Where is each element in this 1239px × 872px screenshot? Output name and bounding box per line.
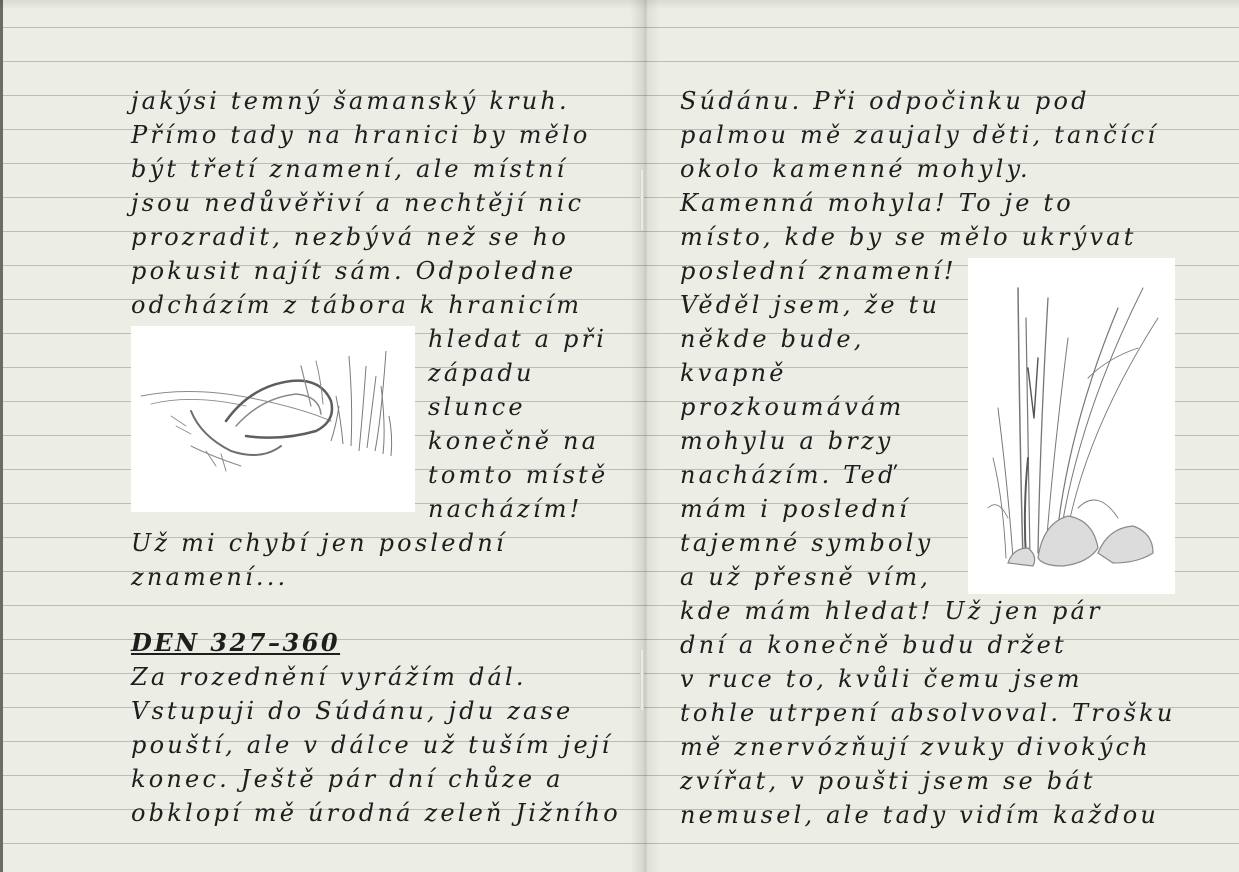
stone-circle-sketch [131,326,415,512]
text-line: palmou mě zaujaly děti, tančící [680,121,1159,149]
text-line: západu [428,359,535,387]
text-line: okolo kamenné mohyly. [680,155,1031,183]
text-line: Vstupuji do Súdánu, jdu zase [131,697,574,725]
reeds-sketch [968,258,1175,594]
text-line: být třetí znamení, ale místní [131,155,568,183]
text-line: dní a konečně budu držet [680,631,1067,659]
text-line: nacházím! [428,495,583,523]
text-line: zvířat, v poušti jsem se bát [680,767,1096,795]
page-top-shadow [0,0,1239,10]
text-line: Už mi chybí jen poslední [131,529,507,557]
text-line: hledat a při [428,325,608,353]
text-line: místo, kde by se mělo ukrývat [680,223,1137,251]
text-line: obklopí mě úrodná zeleň Jižního [131,799,621,827]
text-line: prozkoumávám [680,393,905,421]
text-line: tomto místě [428,461,609,489]
text-line: konečně na [428,427,600,455]
text-line: Kamenná mohyla! To je to [680,189,1074,217]
text-line: pouští, ale v dálce už tuším její [131,731,613,759]
text-line: znamení... [131,563,289,591]
text-line: nacházím. Teď [680,461,897,489]
text-line: nemusel, ale tady vidím každou [680,801,1160,829]
day-heading: DEN 327–360 [131,628,341,657]
text-line: někde bude, [680,325,865,353]
text-line: tajemné symboly [680,529,934,557]
text-line: slunce [428,393,526,421]
text-line: Přímo tady na hranici by mělo [131,121,591,149]
text-line: kde mám hledat! Už jen pár [680,597,1103,625]
text-line: tohle utrpení absolvoval. Trošku [680,699,1176,727]
text-line: mám i poslední [680,495,911,523]
text-line: a už přesně vím, [680,563,932,591]
text-line: Za rozednění vyrážím dál. [131,663,527,691]
text-line: prozradit, nezbývá než se ho [131,223,569,251]
text-line: mě znervózňují zvuky divokých [680,733,1151,761]
stone-circle-drawing [131,326,415,512]
text-line: jsou nedůvěřiví a nechtějí nic [131,189,585,217]
text-line: Súdánu. Při odpočinku pod [680,87,1090,115]
text-line: kvapně [680,359,787,387]
text-line: jakýsi temný šamanský kruh. [131,87,570,115]
text-line: mohylu a brzy [680,427,894,455]
binding-stitch [640,650,644,710]
text-line: poslední znamení! [680,257,957,285]
text-line: odcházím z tábora k hranicím [131,291,583,319]
text-line: konec. Ještě pár dní chůze a [131,765,564,793]
binding-stitch [640,170,644,230]
reeds-drawing [968,258,1175,594]
text-line: pokusit najít sám. Odpoledne [131,257,577,285]
text-line: v ruce to, kvůli čemu jsem [680,665,1083,693]
text-line: Věděl jsem, že tu [680,291,941,319]
right-page [645,0,1239,872]
